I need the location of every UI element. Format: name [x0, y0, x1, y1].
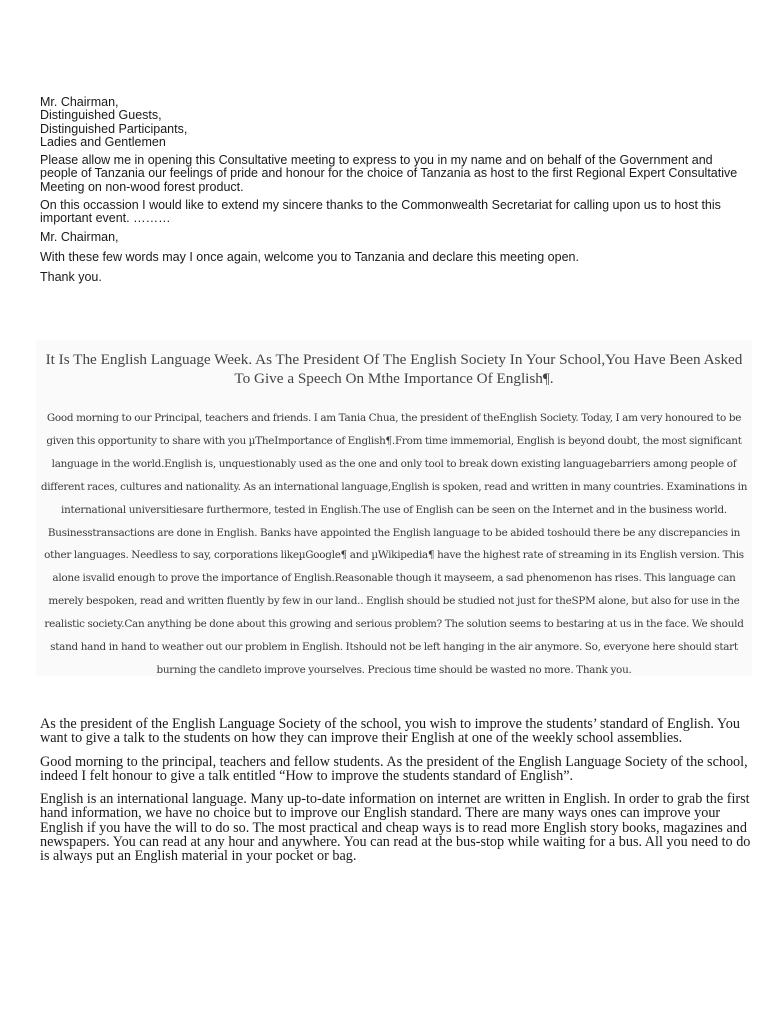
welcome-paragraph: Please allow me in opening this Consultative meeting to express to you in my name and on behalf of the Government and people of Tanzania our feelings of pride and honour for the choice of Tanzania as host to the first Regional Expert Consultative Meeting on non-wood forest product.	[40, 153, 738, 194]
thank-you-line: Thank you.	[40, 270, 102, 285]
salutation-chairman: Mr. Chairman,	[40, 95, 119, 109]
greeting-paragraph: Good morning to the principal, teachers and fellow students. As the president of the English Language Society of the school, indeed I felt honour to give a talk entitled “How to improve the students standard of English”.	[40, 753, 748, 784]
english-society-talk	[40, 717, 752, 864]
speech-heading: It Is The English Language Week. As The President Of The English Society In Your School,You Have Been Asked To Give a Speech On Mthe Importance Of English¶.	[45, 351, 743, 387]
salutation-participants: Distinguished Participants,	[40, 121, 188, 136]
speech-body: Good morning to our Principal, teachers and friends. I am Tania Chua, the president of theEnglish Society. Today, I am very honoured to be given this opportunity to share with you µTheImportance of English¶.From time immemorial, English is beyond doubt, the most significant language in the world.English is, unquestionably used as the one and only tool to break down existing languagebarriers among people of different races, cultures and nationality. As an international language,English is spoken, read and written in many countries. Examinations in international universitiesare furthermore, tested in English.The use of English can be seen on the Internet and in the business world. Businesstransactions are done in English. Banks have appointed the English language to be abided toshould there be any discrepancies in other languages. Needless to say, corporations likeµGoogle¶ and µWikipedia¶ have the highest rate of streaming in its English version. This alone isvalid enough to prove the importance of English.Reasonable though it mayseem, a sad phenomenon has rises. This language can merely bespoken, read and written fluently by few in our land.. English should be studied not just for theSPM alone, but also for use in the realistic society.Can anything be done about this growing and serious problem? The solution seems to bestaring at us in the face. We should stand hand in hand to weather out our problem in English. Itshould not be left hanging in the air anymore. So, everyone here should start burning the candleto improve yourselves. Precious time should be wasted no more. Thank you.	[40, 412, 748, 676]
chairman-again: Mr. Chairman,	[40, 229, 119, 244]
salutation-ladies: Ladies and Gentlemen	[40, 134, 166, 149]
salutation-guests: Distinguished Guests,	[40, 108, 162, 123]
body-paragraph: English is an international language. Many up-to-date information on internet are written in English. In order to grab the first hand information, we have no choice but to improve our English standard. There are many ways ones can improve your English if you have the will to do so. The most practical and cheap ways is to read more English story books, magazines and newspapers. You can read at any hour and anywhere. You can read at the bus-stop while waiting for a bus. All you need to do is always put an English material in your pocket or bag.	[40, 791, 751, 865]
thanks-paragraph: On this occassion I would like to extend my sincere thanks to the Commonwealth Secretariat for calling upon us to host this important event. ………	[40, 198, 721, 226]
closing-paragraph: With these few words may I once again, welcome you to Tanzania and declare this meeting open.	[40, 249, 579, 264]
task-paragraph: As the president of the English Language Society of the school, you wish to improve the students’ standard of English. You want to give a talk to the students on how they can improve their English at one of the weekly school assemblies.	[40, 716, 740, 747]
chairman-speech	[40, 96, 750, 285]
english-week-speech	[36, 340, 752, 676]
